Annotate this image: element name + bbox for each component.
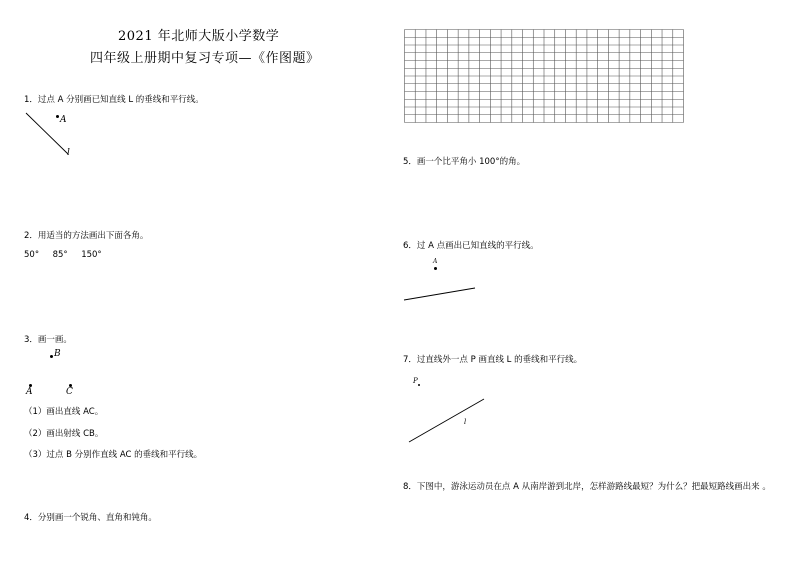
question-4-text: 4．分别画一个锐角、直角和钝角。: [24, 513, 157, 523]
question-6-point-a-label: A: [433, 258, 438, 265]
question-8-text: 8．下图中，游泳运动员在点 A 从南岸游到北岸，怎样游路线最短？为什么？把最短路线画出来 。: [403, 482, 771, 492]
question-3-sub-2: （2）画出射线 CB。: [24, 429, 104, 439]
question-1-text: 1．过点 A 分别画已知直线 L 的垂线和平行线。: [24, 95, 204, 105]
question-3-point-b-label: B: [54, 349, 61, 359]
question-3-sub-3: （3）过点 B 分别作直线 AC 的垂线和平行线。: [24, 450, 203, 460]
question-3-point-a-label: A: [26, 387, 33, 397]
question-3-text: 3．画一画。: [24, 335, 72, 345]
question-1-line-label: l: [67, 148, 70, 158]
question-3-point-c-label: C: [66, 387, 73, 397]
question-7-point-p-label: P: [413, 377, 418, 385]
angle-50: 50°: [24, 250, 40, 260]
question-2-text: 2．用适当的方法画出下面各角。: [24, 231, 149, 241]
question-1-point-a-label: A: [60, 115, 67, 125]
question-7-line-label: l: [464, 418, 467, 426]
title-line-1: 2021 年北师大版小学数学: [118, 29, 280, 44]
title-line-2: 四年级上册期中复习专项—《作图题》: [90, 51, 320, 66]
angle-150: 150°: [81, 250, 102, 260]
angle-85: 85°: [52, 250, 68, 260]
question-7-text: 7．过直线外一点 P 画直线 L 的垂线和平行线。: [403, 355, 583, 365]
question-6-text: 6．过 A 点画出已知直线的平行线。: [403, 241, 539, 251]
question-3-sub-1: （1）画出直线 AC。: [24, 407, 104, 417]
question-5-text: 5．画一个比平角小 100°的角。: [403, 157, 526, 167]
